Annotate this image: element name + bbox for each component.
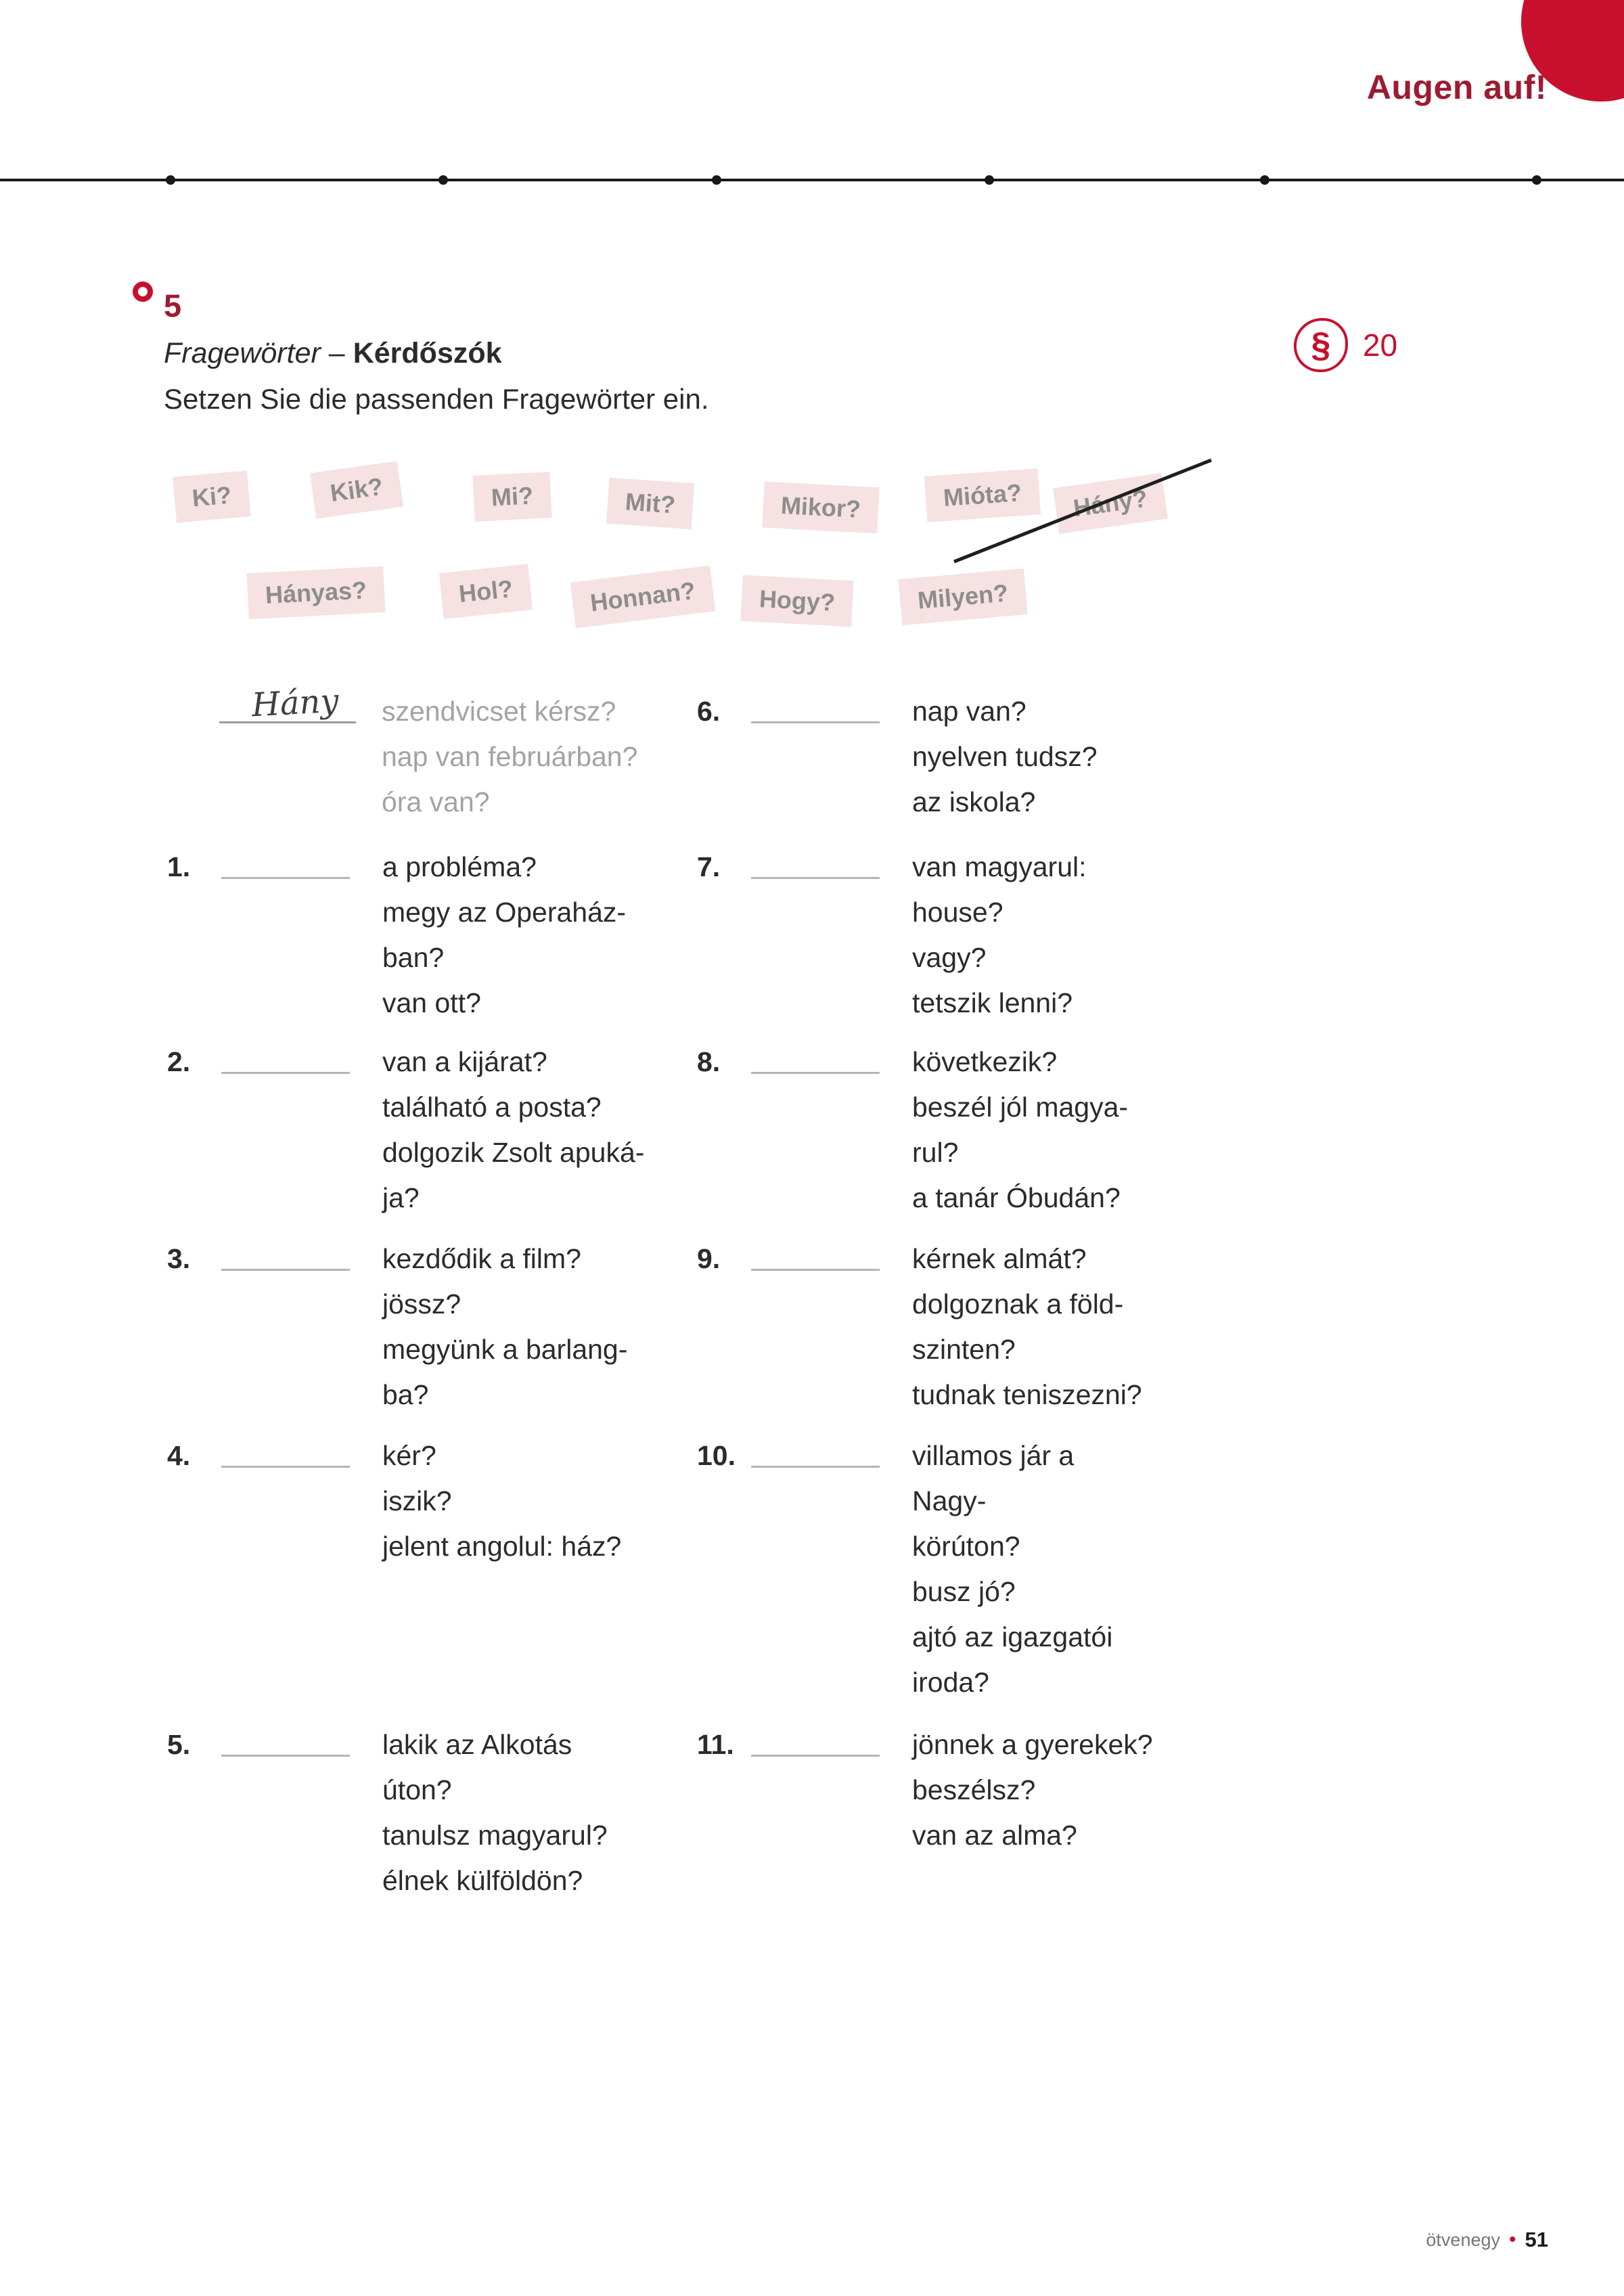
item-line: vagy? bbox=[912, 942, 987, 973]
item-line: jössz? bbox=[382, 1288, 461, 1320]
item-lines bbox=[382, 1722, 608, 1904]
item-line: tudnak teniszezni? bbox=[912, 1379, 1142, 1410]
divider-dot bbox=[985, 175, 994, 185]
example-block bbox=[219, 681, 638, 825]
item-lines bbox=[912, 689, 1098, 825]
answer-blank[interactable] bbox=[221, 1755, 350, 1757]
item-line: van ott? bbox=[382, 987, 481, 1018]
item-line: nap van? bbox=[912, 696, 1027, 727]
example-line: óra van? bbox=[382, 786, 490, 817]
page-number-word: ötvenegy bbox=[1426, 2229, 1500, 2250]
item-line: iroda? bbox=[912, 1667, 989, 1698]
exercise-number: 5 bbox=[164, 288, 182, 323]
exercise-title bbox=[164, 337, 502, 370]
header-divider bbox=[0, 179, 1624, 181]
exercise-instruction: Setzen Sie die passenden Fragewörter ein. bbox=[164, 383, 709, 415]
item-number: 1. bbox=[167, 851, 191, 882]
item-number: 7. bbox=[697, 851, 721, 882]
item-line: tetszik lenni? bbox=[912, 987, 1073, 1018]
word-card: Honnan? bbox=[570, 566, 716, 629]
item-line: dolgozik Zsolt apuká- bbox=[382, 1137, 645, 1168]
word-card: Ki? bbox=[173, 470, 251, 522]
item-lines bbox=[382, 1236, 627, 1418]
item-line: az iskola? bbox=[912, 786, 1036, 817]
divider-dot bbox=[1532, 175, 1541, 185]
item-line: kezdődik a film? bbox=[382, 1243, 581, 1274]
item-line: iszik? bbox=[382, 1485, 452, 1516]
item-line: található a posta? bbox=[382, 1091, 602, 1123]
item-line: kérnek almát? bbox=[912, 1243, 1087, 1274]
answer-blank[interactable] bbox=[751, 1072, 880, 1074]
item-line: villamos jár a bbox=[912, 1440, 1075, 1471]
item-line: Nagy- bbox=[912, 1485, 987, 1516]
answer-blank[interactable] bbox=[221, 877, 350, 879]
item-line: a probléma? bbox=[382, 851, 537, 882]
word-card: Mi? bbox=[472, 472, 551, 522]
exercise-item-7 bbox=[697, 845, 1087, 1026]
example-handwritten-answer: Hány bbox=[250, 681, 340, 725]
answer-blank[interactable] bbox=[751, 1466, 880, 1468]
answer-blank[interactable] bbox=[751, 1755, 880, 1757]
item-line: rul? bbox=[912, 1137, 959, 1168]
exercise-item-9 bbox=[697, 1236, 1142, 1418]
item-lines bbox=[382, 1039, 644, 1221]
word-card: Mit? bbox=[606, 478, 694, 530]
exercise-item-1 bbox=[167, 845, 626, 1026]
item-line: élnek külföldön? bbox=[382, 1865, 583, 1896]
exercise-item-10 bbox=[697, 1433, 1112, 1705]
item-number: 2. bbox=[167, 1046, 191, 1077]
item-lines bbox=[912, 845, 1087, 1026]
divider-dot bbox=[166, 175, 175, 185]
grammar-reference-number: 20 bbox=[1363, 328, 1398, 363]
page-number: 51 bbox=[1525, 2228, 1548, 2251]
paragraph-icon: § bbox=[1294, 318, 1348, 372]
item-line: ba? bbox=[382, 1379, 429, 1410]
item-line: a tanár Óbudán? bbox=[912, 1182, 1121, 1213]
strikethrough-line bbox=[947, 436, 1218, 572]
item-line: körúton? bbox=[912, 1531, 1020, 1562]
item-number: 9. bbox=[697, 1243, 721, 1274]
word-card-crossed-out: Hány? bbox=[1053, 473, 1168, 534]
word-card: Mikor? bbox=[762, 482, 879, 534]
answer-blank[interactable] bbox=[751, 877, 880, 879]
item-line: dolgoznak a föld- bbox=[912, 1288, 1124, 1320]
item-line: úton? bbox=[382, 1774, 452, 1805]
item-number: 4. bbox=[167, 1440, 191, 1471]
exercise-item-4 bbox=[167, 1433, 621, 1569]
page-footer bbox=[1426, 2228, 1548, 2252]
item-lines bbox=[912, 1039, 1128, 1221]
item-line: kér? bbox=[382, 1440, 436, 1471]
exercise-title-hungarian: Kérdőszók bbox=[353, 337, 502, 369]
chapter-banner: Augen auf! bbox=[1366, 68, 1547, 106]
item-lines bbox=[382, 845, 626, 1026]
item-number: 3. bbox=[167, 1243, 191, 1274]
item-line: ban? bbox=[382, 942, 445, 973]
item-line: ajtó az igazgatói bbox=[912, 1621, 1113, 1652]
item-line: busz jó? bbox=[912, 1576, 1016, 1607]
word-card: Hogy? bbox=[740, 575, 853, 627]
item-number: 11. bbox=[697, 1729, 734, 1760]
answer-blank[interactable] bbox=[751, 721, 880, 723]
item-line: lakik az Alkotás bbox=[382, 1729, 572, 1760]
exercise-item-8 bbox=[697, 1039, 1128, 1221]
answer-blank[interactable] bbox=[221, 1269, 350, 1271]
item-line: megyünk a barlang- bbox=[382, 1334, 628, 1365]
item-line: beszél jól magya- bbox=[912, 1091, 1129, 1123]
exercise-item-11 bbox=[697, 1722, 1153, 1858]
item-lines bbox=[912, 1722, 1153, 1858]
item-line: house? bbox=[912, 897, 1003, 928]
divider-dot bbox=[712, 175, 721, 185]
item-line: ja? bbox=[382, 1182, 420, 1213]
item-line: van magyarul: bbox=[912, 851, 1087, 882]
item-line: szinten? bbox=[912, 1334, 1016, 1365]
item-number: 5. bbox=[167, 1729, 191, 1760]
answer-blank[interactable] bbox=[221, 1072, 350, 1074]
item-number: 8. bbox=[697, 1046, 721, 1077]
exercise-item-6 bbox=[697, 689, 1098, 825]
item-line: tanulsz magyarul? bbox=[382, 1820, 608, 1851]
example-lines bbox=[382, 689, 637, 825]
example-line: szendvicset kérsz? bbox=[382, 696, 616, 727]
divider-dot bbox=[438, 175, 448, 185]
word-card: Hányas? bbox=[246, 566, 385, 619]
word-card: Milyen? bbox=[898, 568, 1027, 625]
item-line: megy az Operaház- bbox=[382, 897, 627, 928]
title-separator: – bbox=[328, 337, 345, 369]
answer-blank[interactable] bbox=[221, 1466, 350, 1468]
answer-blank[interactable] bbox=[751, 1269, 880, 1271]
item-line: következik? bbox=[912, 1046, 1058, 1077]
item-line: beszélsz? bbox=[912, 1774, 1036, 1805]
word-card: Kik? bbox=[310, 461, 403, 518]
item-number: 6. bbox=[697, 696, 721, 727]
exercise-bullet-icon bbox=[133, 282, 153, 302]
item-lines bbox=[382, 1433, 621, 1569]
footer-bullet-icon: • bbox=[1509, 2228, 1516, 2251]
item-line: nyelven tudsz? bbox=[912, 741, 1098, 772]
exercise-item-5 bbox=[167, 1722, 608, 1904]
item-line: van a kijárat? bbox=[382, 1046, 547, 1077]
word-card: Mióta? bbox=[924, 468, 1041, 522]
item-number: 10. bbox=[697, 1440, 736, 1471]
exercise-item-3 bbox=[167, 1236, 627, 1418]
divider-dot bbox=[1260, 175, 1269, 185]
item-lines bbox=[912, 1433, 1112, 1705]
grammar-reference bbox=[1294, 318, 1397, 372]
word-card: Hol? bbox=[439, 564, 533, 618]
example-line: nap van februárban? bbox=[382, 741, 638, 772]
exercise-item-2 bbox=[167, 1039, 644, 1221]
exercise-title-german: Fragewörter bbox=[164, 337, 321, 369]
item-lines bbox=[912, 1236, 1142, 1418]
item-line: jönnek a gyerekek? bbox=[912, 1729, 1153, 1760]
item-line: van az alma? bbox=[912, 1820, 1077, 1851]
item-line: jelent angolul: ház? bbox=[382, 1531, 622, 1562]
example-answer-blank bbox=[219, 721, 356, 723]
